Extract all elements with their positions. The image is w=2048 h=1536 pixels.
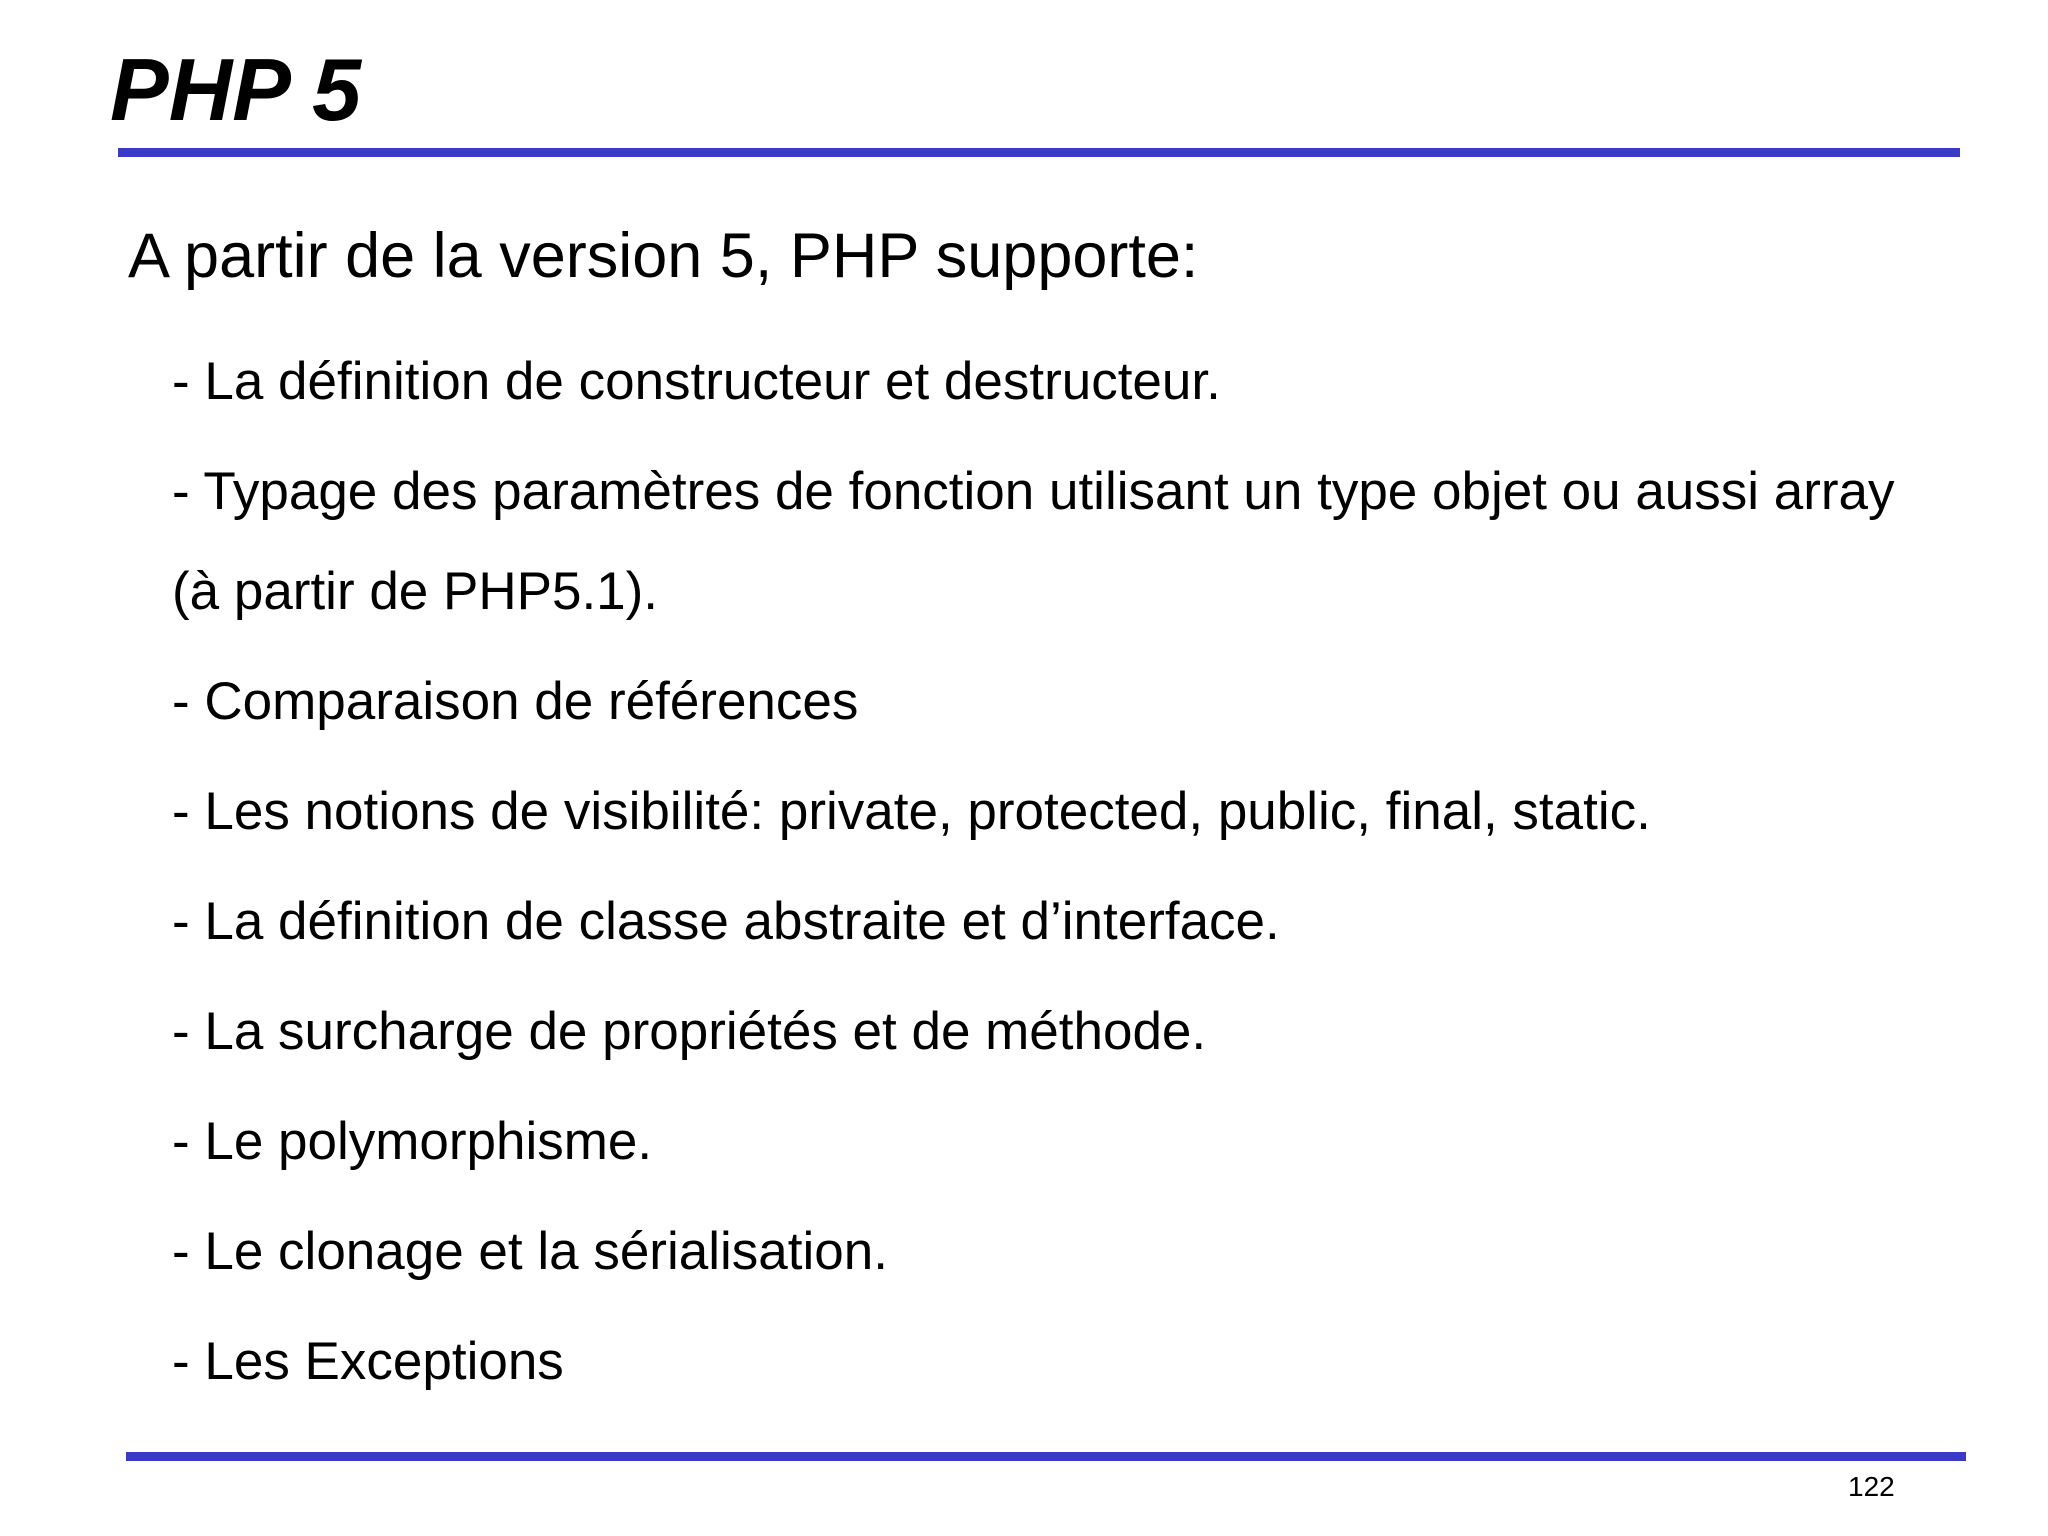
list-item-text: - Les Exceptions [172, 1332, 564, 1391]
title-divider [118, 148, 1960, 157]
list-item-text: - La définition de classe abstraite et d’interface. [172, 892, 1280, 951]
feature-list [172, 332, 1912, 1422]
list-item-text: - Typage des paramètres de fonction utilisant un type objet ou aussi array (à partir de PHP5.1). [172, 462, 1895, 621]
list-item [172, 982, 1912, 1082]
footer-divider [126, 1452, 1966, 1461]
page-number: 122 [1848, 1471, 1895, 1502]
list-item [172, 872, 1912, 972]
list-item-text: - Comparaison de références [172, 672, 859, 731]
slide-title: PHP 5 [110, 40, 362, 139]
list-item-text: - La définition de constructeur et destructeur. [172, 352, 1221, 411]
list-item [172, 762, 1912, 862]
list-item [172, 332, 1912, 432]
list-item [172, 1202, 1912, 1302]
list-item [172, 652, 1912, 752]
list-item [172, 1092, 1912, 1192]
list-item-text: - Le clonage et la sérialisation. [172, 1222, 888, 1281]
list-item-text: - Le polymorphisme. [172, 1112, 653, 1171]
list-item [172, 1312, 1912, 1412]
list-item [172, 442, 1912, 642]
list-item-text: - Les notions de visibilité: private, protected, public, final, static. [172, 782, 1651, 841]
list-item-text: - La surcharge de propriétés et de méthode. [172, 1002, 1207, 1061]
intro-text: A partir de la version 5, PHP supporte: [128, 221, 1199, 291]
